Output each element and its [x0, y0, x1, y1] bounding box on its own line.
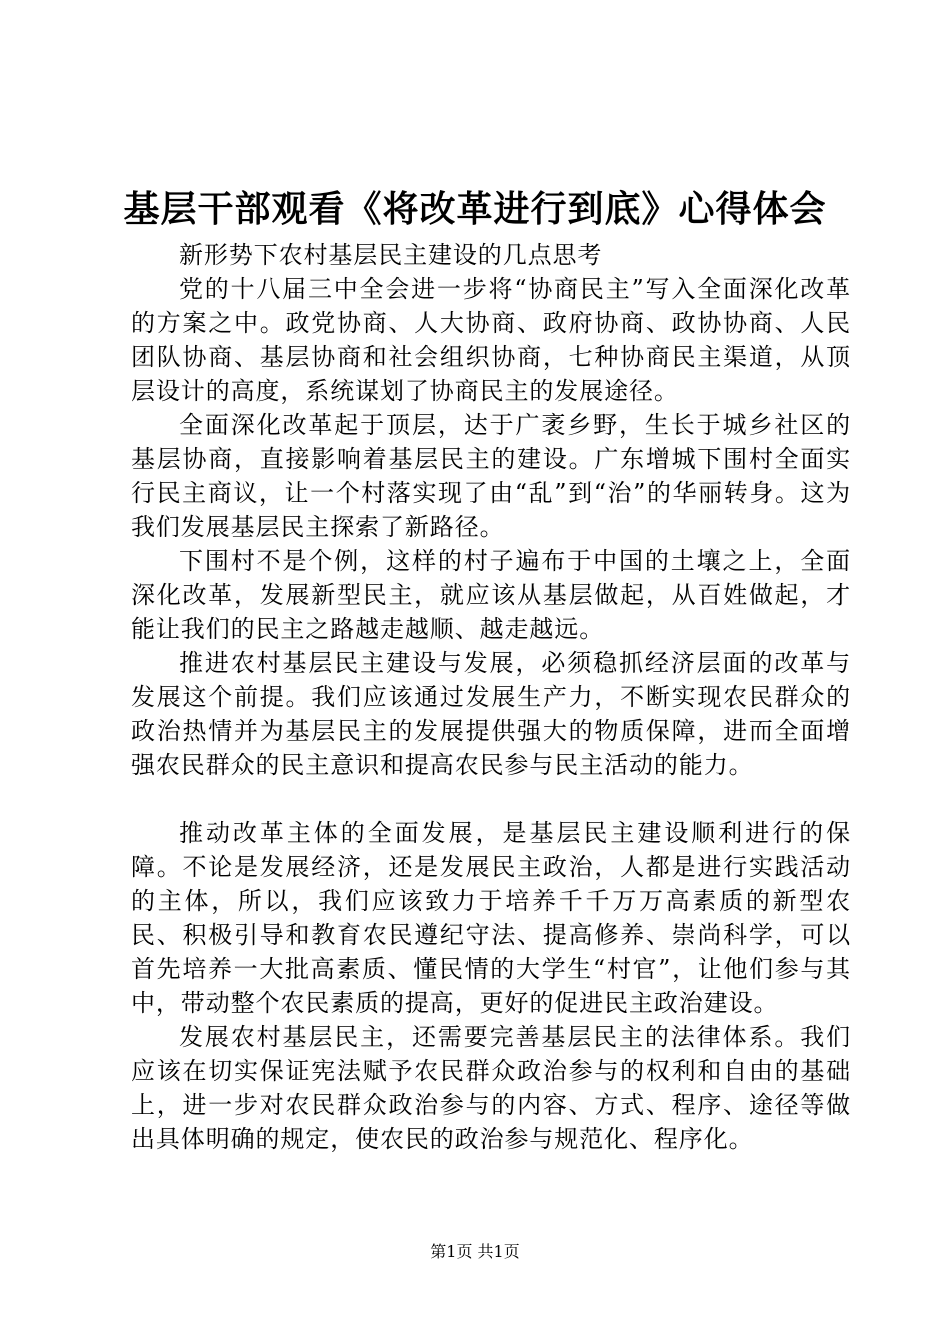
paragraph-6: 发展农村基层民主，还需要完善基层民主的法律体系。我们应该在切实保证宪法赋予农民群众政治参与的权利和自由的基础上，进一步对农民群众政治参与的内容、方式、程序、途径等做出具体明确的规定，使农民的政治参与规范化、程序化。	[131, 1023, 851, 1153]
paragraph-1: 党的十八届三中全会进一步将“协商民主”写入全面深化改革的方案之中。政党协商、人大协商、政府协商、政协协商、人民团队协商、基层协商和社会组织协商，七种协商民主渠道，从顶层设计的高度，系统谋划了协商民主的发展途径。	[131, 275, 851, 405]
paragraph-2: 全面深化改革起于顶层，达于广袤乡野，生长于城乡社区的基层协商，直接影响着基层民主的建设。广东增城下围村全面实行民主商议，让一个村落实现了由“乱”到“治”的华丽转身。这为我们发展基层民主探索了新路径。	[131, 411, 851, 541]
paragraph-4: 推进农村基层民主建设与发展，必须稳抓经济层面的改革与发展这个前提。我们应该通过发展生产力，不断实现农民群众的政治热情并为基层民主的发展提供强大的物质保障，进而全面增强农民群众的民主意识和提高农民参与民主活动的能力。	[131, 649, 851, 779]
page-footer: 第1页 共1页	[430, 1242, 520, 1261]
document-body	[131, 238, 851, 1156]
document-subtitle: 新形势下农村基层民主建设的几点思考	[179, 241, 603, 269]
document-title: 基层干部观看《将改革进行到底》心得体会	[123, 188, 827, 230]
paragraph-3: 下围村不是个例，这样的村子遍布于中国的土壤之上，全面深化改革，发展新型民主，就应该从基层做起，从百姓做起，才能让我们的民主之路越走越顺、越走越远。	[131, 547, 851, 643]
paragraph-5: 推动改革主体的全面发展，是基层民主建设顺利进行的保障。不论是发展经济，还是发展民主政治，人都是进行实践活动的主体，所以，我们应该致力于培养千千万万高素质的新型农民、积极引导和教育农民遵纪守法、提高修养、崇尚科学，可以首先培养一大批高素质、懂民情的大学生“村官”，让他们参与其中，带动整个农民素质的提高，更好的促进民主政治建设。	[131, 819, 851, 1017]
